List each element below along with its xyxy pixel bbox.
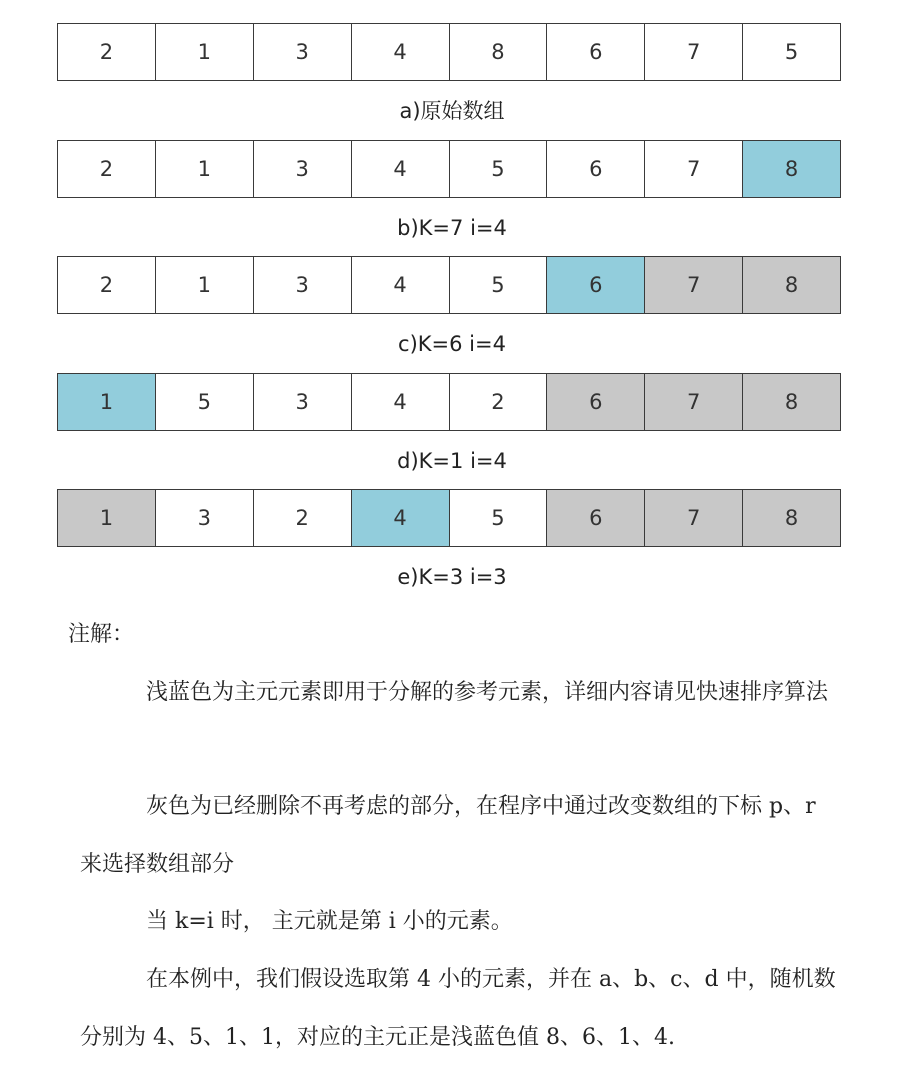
array-cell-normal: 5	[450, 490, 548, 546]
array-cell-normal: 2	[450, 374, 548, 430]
array-cell-removed: 7	[645, 490, 743, 546]
array-cell-normal: 1	[156, 141, 254, 197]
array-cell-normal: 2	[58, 257, 156, 313]
array-cell-normal: 2	[58, 141, 156, 197]
array-cell-removed: 7	[645, 374, 743, 430]
caption-d: d)K=1 i=4	[397, 449, 507, 473]
array-cell-normal: 3	[254, 141, 352, 197]
array-cell-normal: 7	[645, 141, 743, 197]
array-cell-normal: 5	[450, 257, 548, 313]
array-cell-removed: 8	[743, 490, 840, 546]
array-cell-pivot: 1	[58, 374, 156, 430]
caption-b: b)K=7 i=4	[397, 216, 507, 240]
array-cell-removed: 7	[645, 257, 743, 313]
array-row-b	[57, 140, 841, 198]
array-row-a	[57, 23, 841, 81]
array-cell-removed: 6	[547, 490, 645, 546]
array-cell-normal: 6	[547, 24, 645, 80]
notes-title: 注解：	[68, 622, 135, 647]
array-cell-normal: 5	[450, 141, 548, 197]
note-paragraph-example: 在本例中，我们假设选取第 4 小的元素，并在 a、b、c、d 中，随机数分别为 4、5、1、1，对应的主元正是浅蓝色值 8、6、1、4.	[80, 967, 836, 1050]
array-cell-removed: 8	[743, 374, 840, 430]
array-cell-normal: 1	[156, 24, 254, 80]
array-cell-normal: 3	[254, 24, 352, 80]
note-paragraph-k-equals-i: 当 k=i 时， 主元就是第 i 小的元素。	[146, 909, 513, 934]
array-cell-normal: 1	[156, 257, 254, 313]
array-cell-normal: 5	[743, 24, 840, 80]
array-cell-normal: 2	[58, 24, 156, 80]
array-row-d	[57, 373, 841, 431]
array-cell-normal: 4	[352, 24, 450, 80]
array-cell-pivot: 6	[547, 257, 645, 313]
note-paragraph-pivot: 浅蓝色为主元元素即用于分解的参考元素，详细内容请见快速排序算法	[146, 680, 829, 705]
array-cell-removed: 1	[58, 490, 156, 546]
array-cell-removed: 8	[743, 257, 840, 313]
array-cell-normal: 4	[352, 141, 450, 197]
caption-c: c)K=6 i=4	[398, 332, 506, 356]
array-cell-normal: 4	[352, 257, 450, 313]
array-cell-normal: 2	[254, 490, 352, 546]
array-cell-pivot: 4	[352, 490, 450, 546]
caption-e: e)K=3 i=3	[397, 565, 507, 589]
array-row-e	[57, 489, 841, 547]
array-row-c	[57, 256, 841, 314]
array-cell-normal: 3	[254, 257, 352, 313]
array-cell-normal: 8	[450, 24, 548, 80]
array-cell-removed: 6	[547, 374, 645, 430]
array-cell-normal: 6	[547, 141, 645, 197]
array-cell-normal: 3	[254, 374, 352, 430]
caption-a: a)原始数组	[399, 99, 505, 123]
array-cell-normal: 3	[156, 490, 254, 546]
array-cell-normal: 7	[645, 24, 743, 80]
array-cell-normal: 5	[156, 374, 254, 430]
note-paragraph-removed: 灰色为已经删除不再考虑的部分，在程序中通过改变数组的下标 p、r 来选择数组部分	[80, 794, 816, 877]
array-cell-pivot: 8	[743, 141, 840, 197]
array-cell-normal: 4	[352, 374, 450, 430]
